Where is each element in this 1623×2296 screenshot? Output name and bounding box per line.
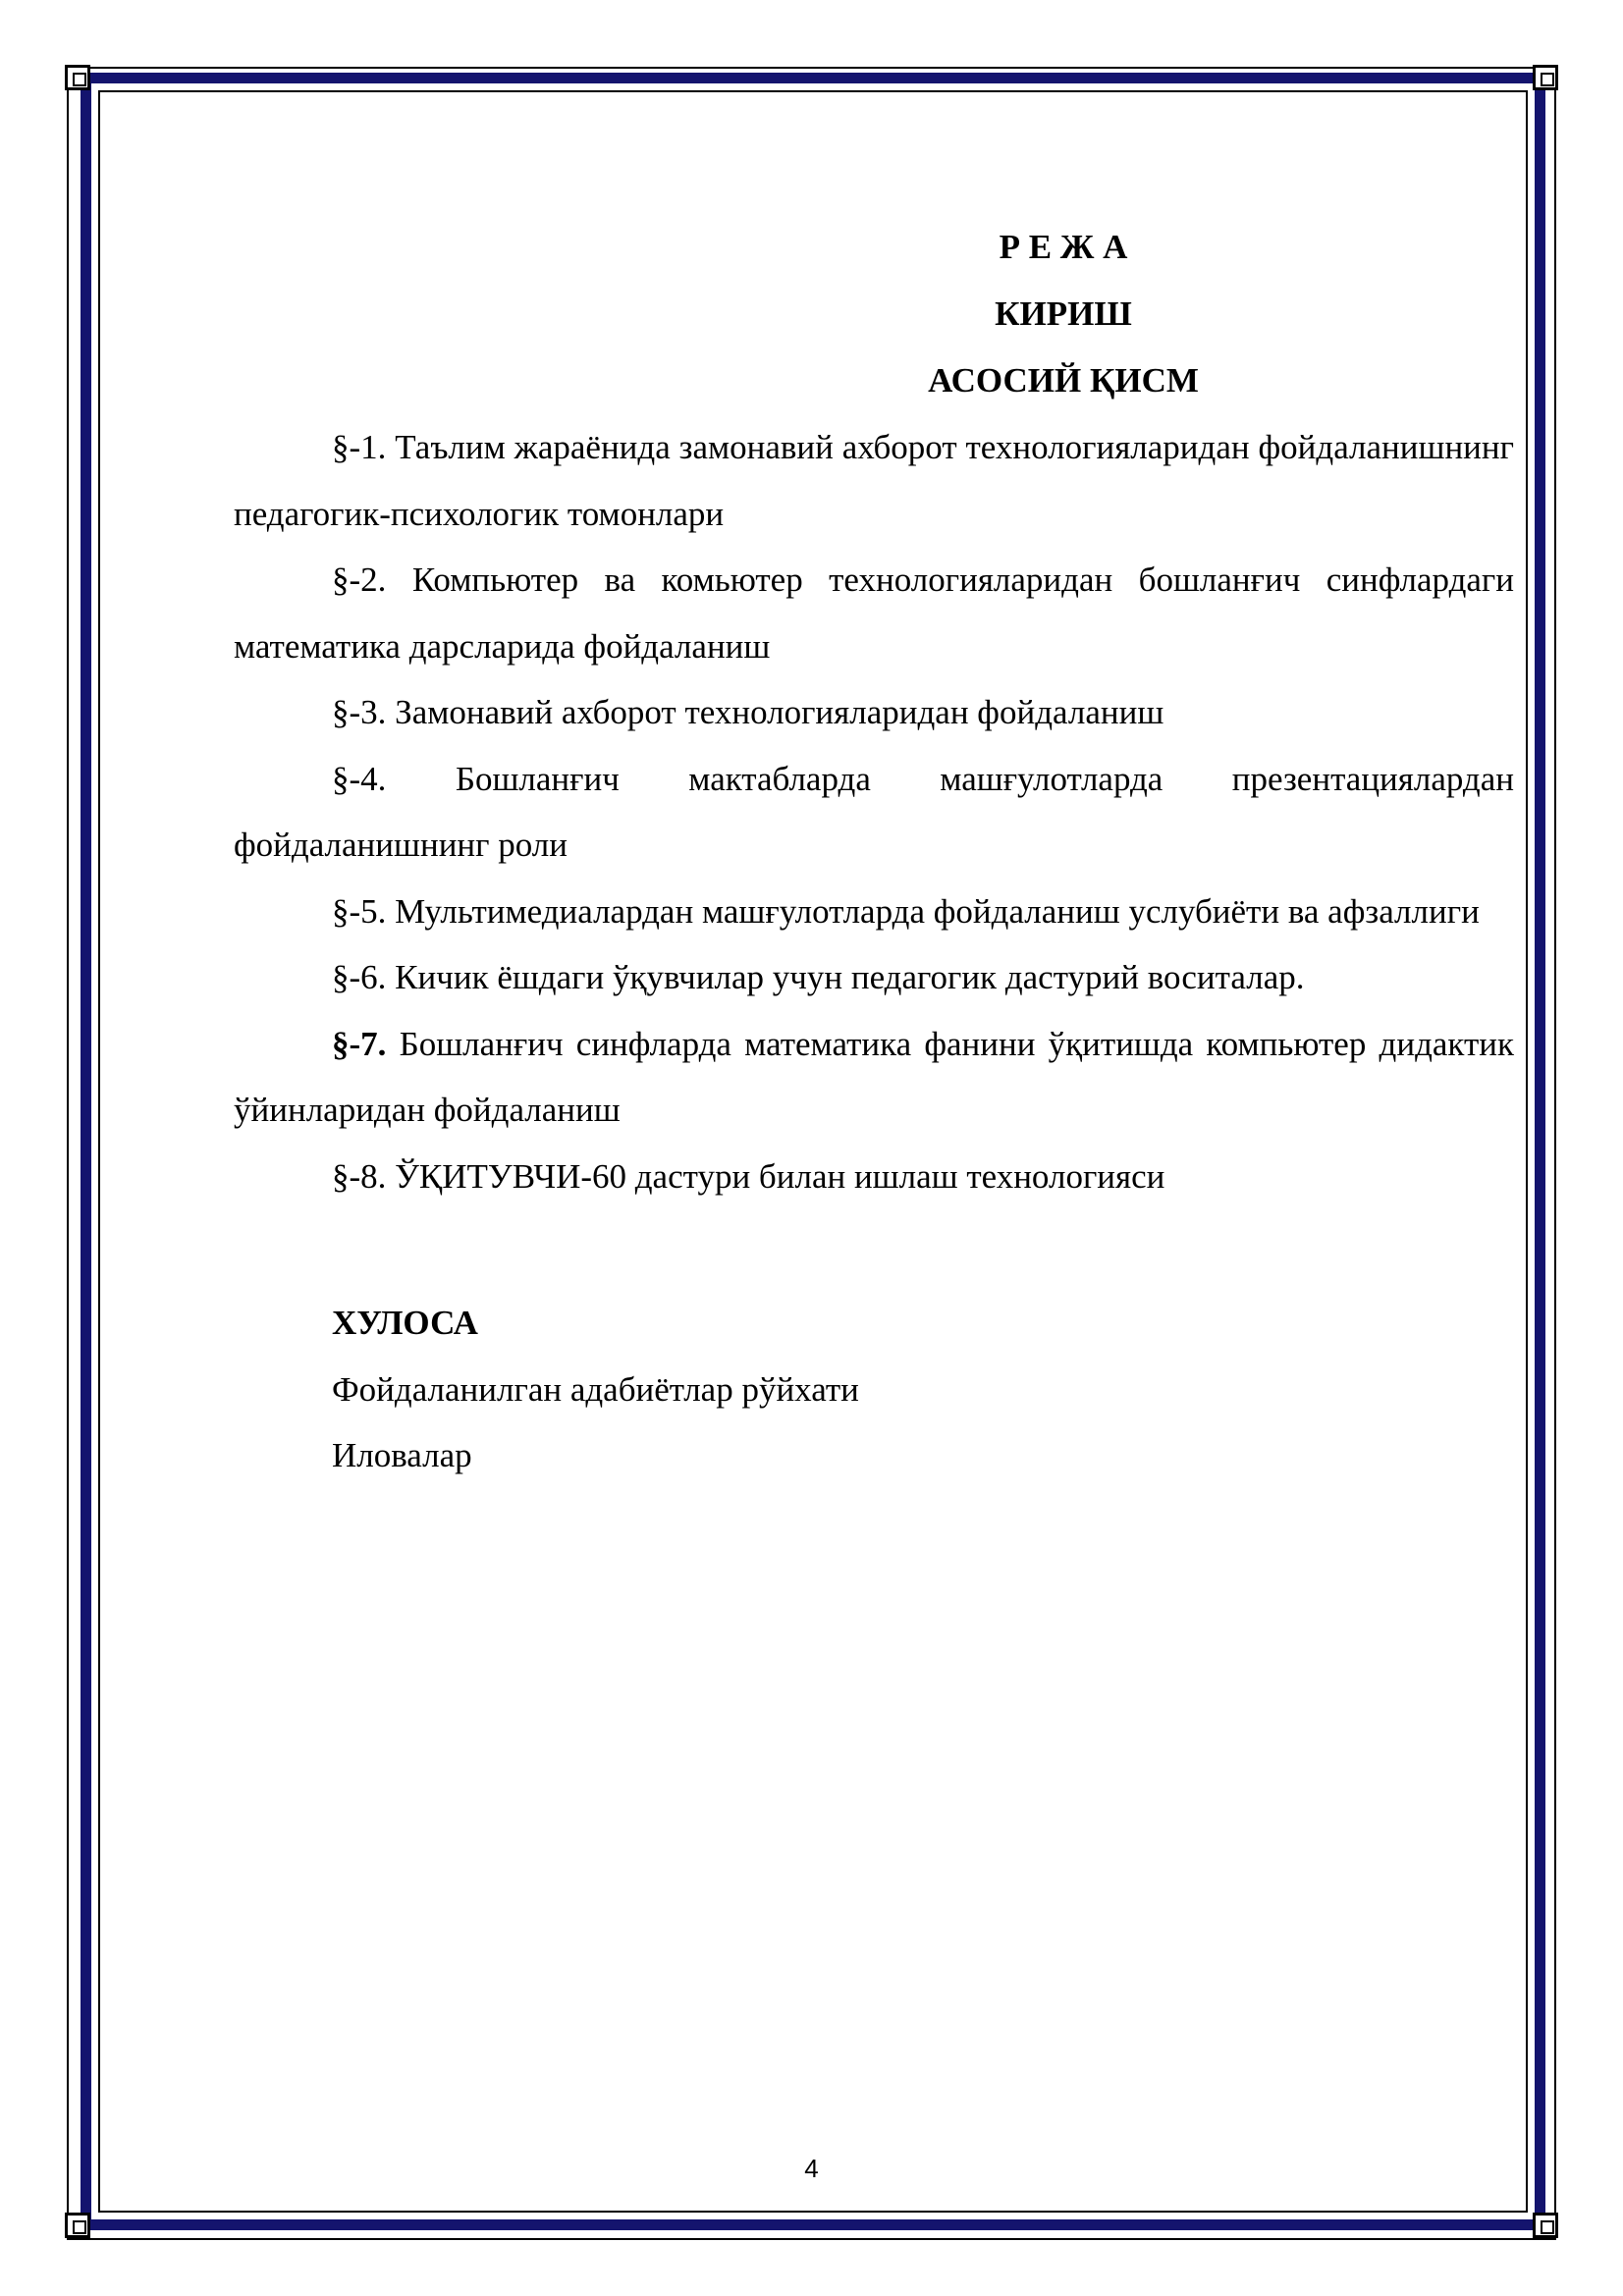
section-8: §-8. ЎҚИТУВЧИ-60 дастури билан ишлаш технологияси (332, 1156, 1165, 1196)
table-of-contents (234, 214, 1514, 1489)
plan-title: Р Е Ж А (999, 228, 1128, 266)
section-3: §-3. Замонавий ахборот технологияларидан фойдаланиш (332, 693, 1164, 731)
main-part-heading: АСОСИЙ ҚИСМ (928, 361, 1199, 400)
border-corner-top-right (1533, 65, 1558, 90)
section-2: §-2. Компьютер ва комьютер технологияларидан бошланғич синфлардаги математика дарсларида фойдаланиш (234, 561, 1514, 666)
border-corner-bottom-left (65, 2213, 90, 2238)
section-1: §-1. Таълим жараёнида замонавий ахборот технологияларидан фойдаланишнинг педагогик-психологик томонлари (234, 428, 1514, 533)
intro-heading: КИРИШ (995, 294, 1132, 333)
section-5: §-5. Мультимедиалардан машғулотларда фойдаланиш услубиёти ва афзаллиги (332, 891, 1480, 931)
conclusion-heading: ХУЛОСА (332, 1304, 478, 1342)
section-7-number: §-7. (332, 1024, 387, 1063)
section-6: §-6. Кичик ёшдаги ўқувчилар учун педагогик дастурий воситалар. (332, 958, 1305, 996)
appendices-item: Иловалар (332, 1436, 472, 1474)
page-number: 4 (804, 2154, 819, 2183)
section-7 (234, 1011, 1514, 1144)
border-corner-top-left (65, 65, 90, 90)
section-7-text: Бошланғич синфларда математика фанини ўқитишда компьютер дидактик ўйинларидан фойдаланиш (234, 1024, 1514, 1129)
references-item: Фойдаланилган адабиётлар рўйхати (332, 1369, 859, 1409)
section-4: §-4. Бошланғич мактабларда машғулотларда презентациялардан фойдаланишнинг роли (234, 759, 1514, 864)
border-corner-bottom-right (1533, 2213, 1558, 2238)
